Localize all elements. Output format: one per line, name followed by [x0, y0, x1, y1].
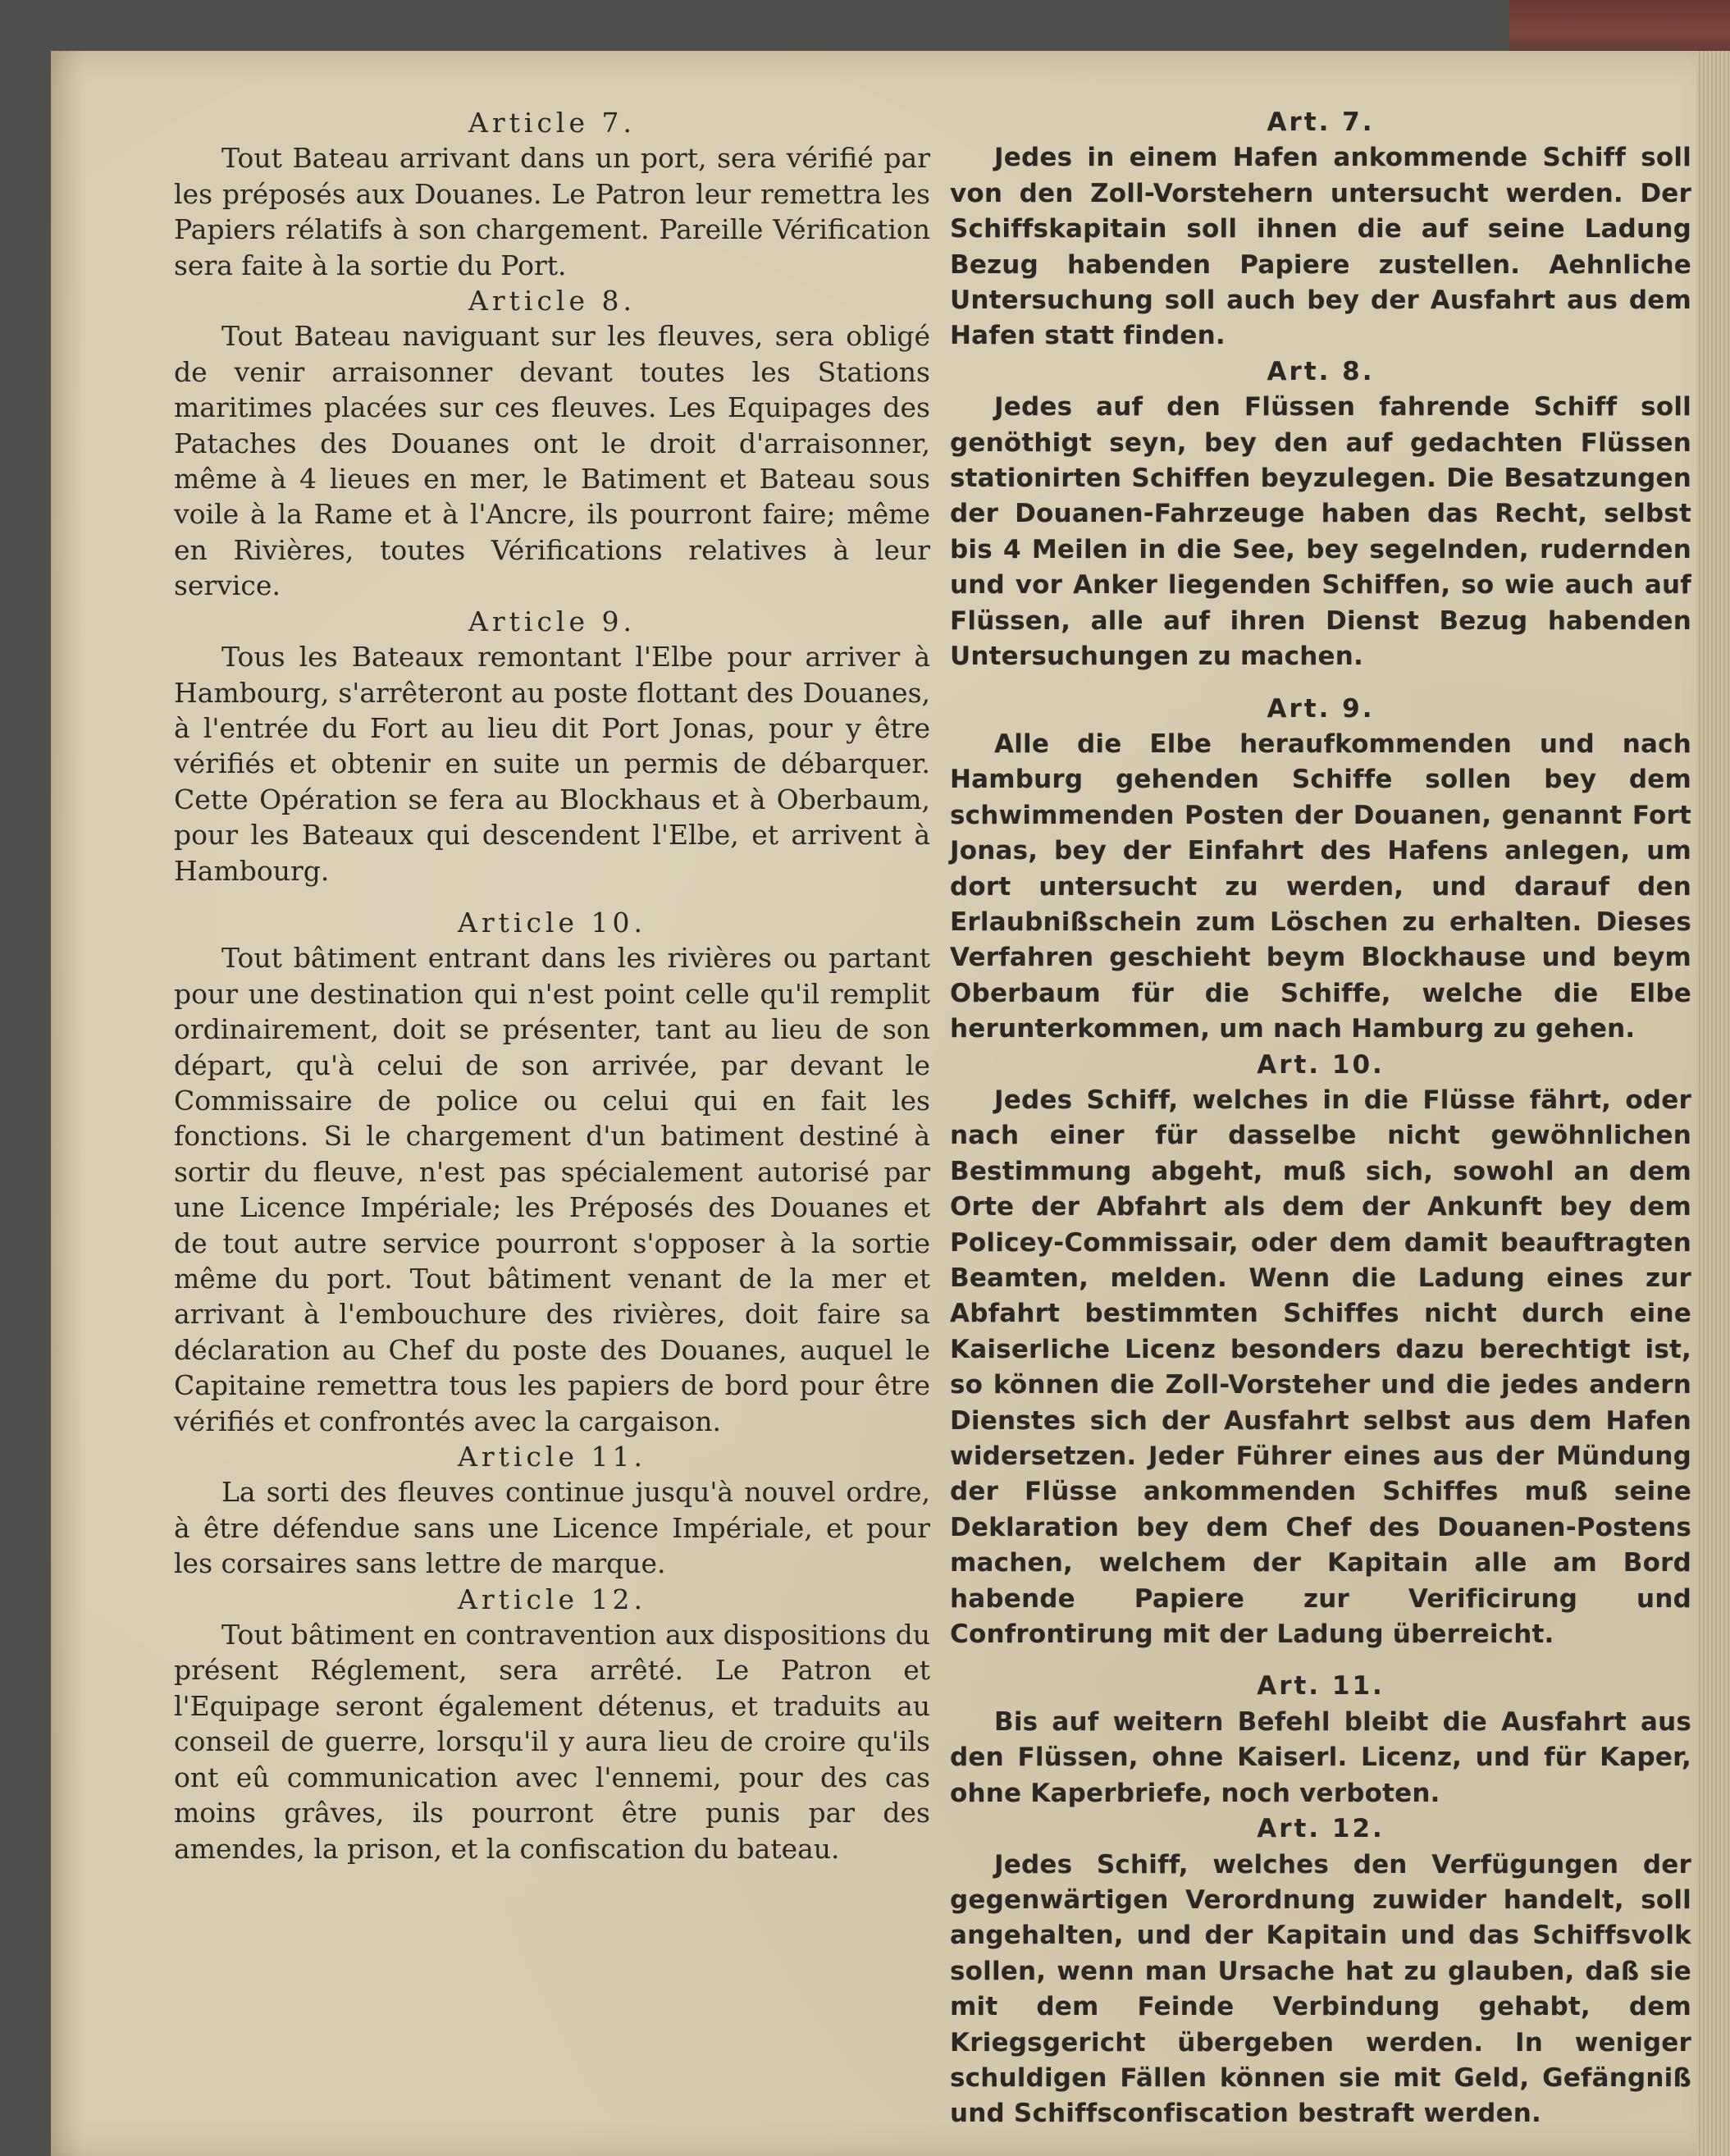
article-text: Tout Bateau naviguant sur les fleuves, sera obligé de venir arraisonner devant toutes les Stations maritimes placées sur ces fleuves. Les Equipages des Pataches des Douanes ont le droit d'arraisonner, même à 4 lieues en mer, le Batiment et Bateau sous voile à la Rame et à l'Ancre, ils pourront faire; même en Rivières, toutes Vérifications relatives à leur service.: [174, 320, 930, 602]
article-text: Tout bâtiment en contravention aux dispositions du présent Réglement, sera arrêté. Le Patron et l'Equipage seront également détenus, et traduits au conseil de guerre, lorsqu'il y aura lieu de croire qu'ils ont eû communication avec l'ennemi, pour des cas moins grâves, ils pourront être punis par des amendes, la prison, et la confiscation du bateau.: [174, 1619, 930, 1865]
article-text: Jedes auf den Flüssen fahrende Schiff soll genöthigt seyn, bey den auf gedachten Flüssen stationirten Schiffen beyzulegen. Die Besatzungen der Douanen-Fahrzeuge haben das Recht, selbst bis 4 Meilen in die See, bey segelnden, rudernden und vor Anker liegenden Schiffen, so wie auch auf Flüssen, alle auf ihren Dienst Bezug habenden Untersuchungen zu machen.: [950, 392, 1691, 672]
article-heading: Art. 12.: [1257, 1814, 1385, 1844]
article-7-fr: [174, 105, 930, 283]
article-12-fr: [174, 1582, 930, 1866]
article-heading: Art. 11.: [1257, 1671, 1385, 1702]
article-11-fr: [174, 1439, 930, 1582]
article-8-fr: [174, 283, 930, 604]
article-10-fr: [174, 905, 930, 1439]
page-edges: [1696, 51, 1730, 2156]
article-text: Tous les Bateaux remontant l'Elbe pour arriver à Hambourg, s'arrêteront au poste flottant des Douanes, à l'entrée du Fort au lieu dit Port Jonas, pour y être vérifiés et obtenir en suite un permis de débarquer. Cette Opération se fera au Blockhaus et à Oberbaum, pour les Bateaux qui descendent l'Elbe, et arrivent à Hambourg.: [174, 641, 930, 887]
spacer: [174, 888, 930, 905]
book-cover-edge: [1509, 0, 1730, 57]
article-heading: Article 8.: [468, 285, 636, 317]
article-heading: Article 11.: [458, 1441, 646, 1473]
article-text: La sorti des fleuves continue jusqu'à nouvel ordre, à être défendue sans une Licence Impériale, et pour les corsaires sans lettre de marque.: [174, 1476, 930, 1580]
article-7-de: [950, 105, 1691, 354]
article-11-de: [950, 1669, 1691, 1811]
article-9-fr: [174, 604, 930, 888]
article-text: Tout bâtiment entrant dans les rivières ou partant pour une destination qui n'est point celle qu'il remplit ordinairement, doit se présenter, tant au lieu de son départ, qu'à celui de son arrivée, par devant le Commissaire de police ou celui qui en fait les fonctions. Si le chargement d'un batiment destiné à sortir du fleuve, n'est pas spécialement autorisé par une Licence Impériale; les Préposés des Douanes et de tout autre service pourront s'opposer à la sortie même du port. Tout bâtiment venant de la mer et arrivant à l'embouchure des rivières, doit faire sa déclaration au Chef du poste des Douanes, auquel le Capitaine remettra tous les papiers de bord pour être vérifiés et confrontés avec la cargaison.: [174, 942, 930, 1437]
german-column: [950, 105, 1691, 2132]
article-heading: Art. 10.: [1257, 1049, 1385, 1080]
spacer: [950, 675, 1691, 692]
article-12-de: [950, 1811, 1691, 2132]
article-heading: Art. 9.: [1267, 693, 1375, 724]
article-heading: Article 7.: [468, 107, 636, 139]
article-text: Tout Bateau arrivant dans un port, sera vérifié par les préposés aux Douanes. Le Patron leur remettra les Papiers rélatifs à son chargement. Pareille Vérification sera faite à la sortie du Port.: [174, 142, 930, 281]
article-text: Alle die Elbe heraufkommenden und nach Hamburg gehenden Schiffe sollen bey dem schwimmenden Posten der Douanen, genannt Fort Jonas, bey der Einfahrt des Hafens anlegen, um dort untersucht zu werden, und darauf den Erlaubnißschein zum Löschen zu erhalten. Dieses Verfahren geschieht beym Blockhause und beym Oberbaum für die Schiffe, welche die Elbe herunterkommen, um nach Hamburg zu gehen.: [950, 729, 1691, 1044]
article-text: Jedes Schiff, welches in die Flüsse fährt, oder nach einer für dasselbe nicht gewöhnlichen Bestimmung abgeht, muß sich, sowohl an dem Orte der Abfahrt als dem der Ankunft bey dem Policey-Commissair, oder dem damit beauftragten Beamten, melden. Wenn die Ladung eines zur Abfahrt bestimmten Schiffes nicht durch eine Kaiserliche Licenz besonders dazu berechtigt ist, so können die Zoll-Vorsteher und die jedes andern Dienstes sich der Ausfahrt selbst aus dem Hafen widersetzen. Jeder Führer eines aus der Mündung der Flüsse ankommenden Schiffes muß seine Deklaration bey dem Chef des Douanen-Postens machen, welchem der Kapitain alle am Bord habende Papiere zur Verificirung und Confrontirung mit der Ladung überreicht.: [950, 1085, 1691, 1650]
article-text: Jedes Schiff, welches den Verfügungen der gegenwärtigen Verordnung zuwider handelt, soll angehalten, und der Kapitain und das Schiffsvolk sollen, wenn man Ursache hat zu glauben, daß sie mit dem Feinde Verbindung gehabt, dem Kriegsgericht übergeben werden. In weniger schuldigen Fällen können sie mit Geld, Gefängniß und Schiffsconfiscation bestraft werden.: [950, 1849, 1691, 2129]
article-text: Bis auf weitern Befehl bleibt die Ausfahrt aus den Flüssen, ohne Kaiserl. Licenz, und für Kaper, ohne Kaperbriefe, noch verboten.: [950, 1706, 1691, 1808]
article-heading: Article 9.: [468, 605, 636, 637]
article-10-de: [950, 1048, 1691, 1653]
article-heading: Article 10.: [458, 906, 646, 939]
article-heading: Article 12.: [458, 1583, 646, 1615]
article-8-de: [950, 354, 1691, 675]
article-9-de: [950, 692, 1691, 1048]
article-heading: Art. 8.: [1267, 356, 1375, 386]
spacer: [950, 1652, 1691, 1669]
article-heading: Art. 7.: [1267, 107, 1375, 137]
article-text: Jedes in einem Hafen ankommende Schiff soll von den Zoll-Vorstehern untersucht werden. Der Schiffskapitain soll ihnen die auf seine Ladung Bezug habenden Papiere zustellen. Aehnliche Untersuchung soll auch bey der Ausfahrt aus dem Hafen statt finden.: [950, 143, 1691, 351]
french-column: [174, 105, 930, 1866]
